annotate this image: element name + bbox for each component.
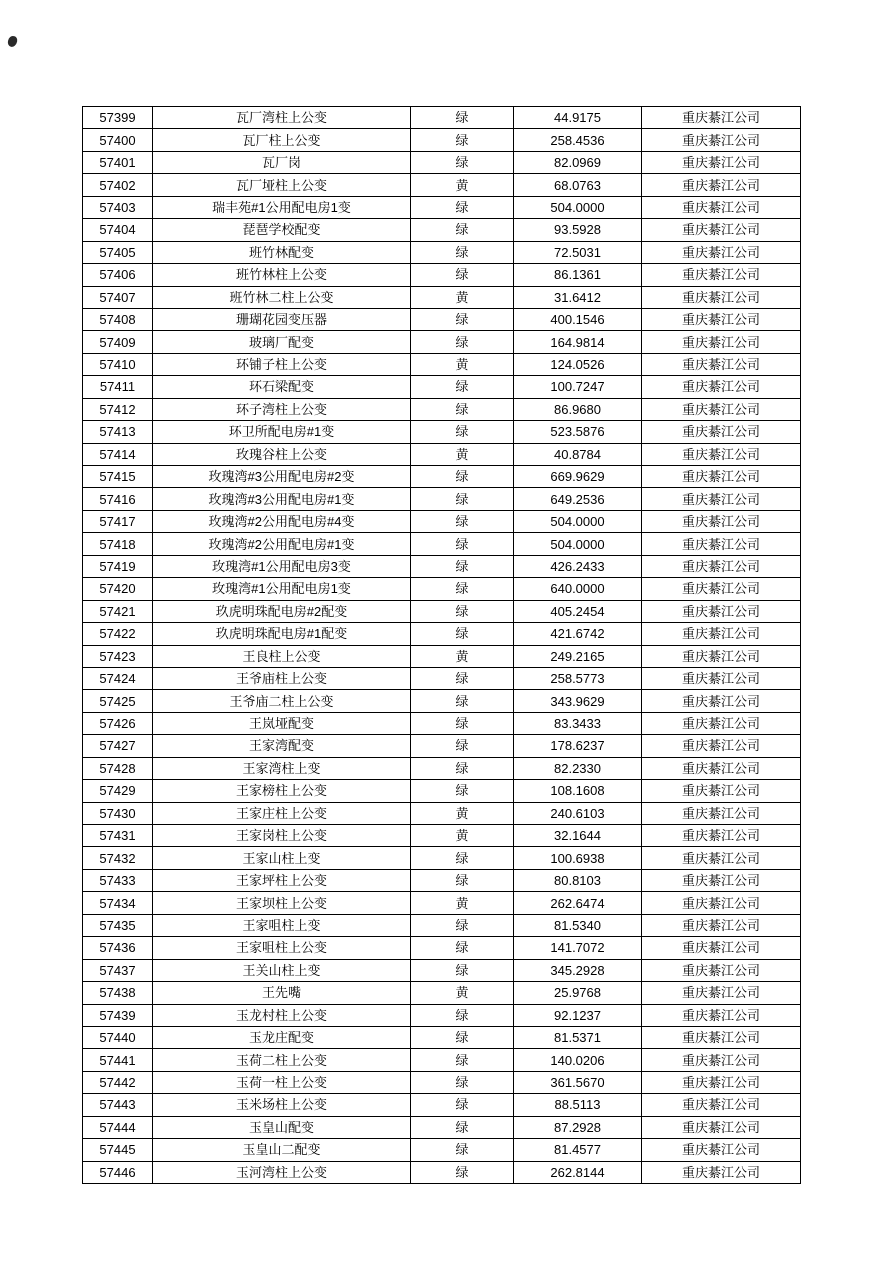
cell-company: 重庆綦江公司 bbox=[642, 982, 801, 1004]
cell-value: 258.5773 bbox=[514, 667, 642, 689]
cell-row-id: 57435 bbox=[83, 914, 153, 936]
cell-status: 绿 bbox=[411, 869, 514, 891]
cell-status: 绿 bbox=[411, 1139, 514, 1161]
table-row bbox=[83, 421, 801, 443]
table-row bbox=[83, 398, 801, 420]
cell-row-id: 57405 bbox=[83, 241, 153, 263]
cell-status: 绿 bbox=[411, 398, 514, 420]
cell-value: 92.1237 bbox=[514, 1004, 642, 1026]
cell-value: 80.8103 bbox=[514, 869, 642, 891]
cell-value: 124.0526 bbox=[514, 353, 642, 375]
cell-status: 绿 bbox=[411, 241, 514, 263]
cell-status: 绿 bbox=[411, 533, 514, 555]
cell-company: 重庆綦江公司 bbox=[642, 1049, 801, 1071]
cell-row-id: 57421 bbox=[83, 600, 153, 622]
cell-status: 绿 bbox=[411, 1094, 514, 1116]
cell-company: 重庆綦江公司 bbox=[642, 331, 801, 353]
cell-company: 重庆綦江公司 bbox=[642, 757, 801, 779]
cell-station-name: 王家坝柱上公变 bbox=[153, 892, 411, 914]
cell-company: 重庆綦江公司 bbox=[642, 1026, 801, 1048]
cell-station-name: 瓦厂柱上公变 bbox=[153, 129, 411, 151]
table-row bbox=[83, 1094, 801, 1116]
table-row bbox=[83, 1161, 801, 1183]
cell-station-name: 王家岗柱上公变 bbox=[153, 825, 411, 847]
cell-station-name: 琵琶学校配变 bbox=[153, 219, 411, 241]
cell-row-id: 57442 bbox=[83, 1071, 153, 1093]
cell-value: 523.5876 bbox=[514, 421, 642, 443]
cell-row-id: 57440 bbox=[83, 1026, 153, 1048]
cell-row-id: 57411 bbox=[83, 376, 153, 398]
cell-company: 重庆綦江公司 bbox=[642, 1161, 801, 1183]
cell-value: 100.7247 bbox=[514, 376, 642, 398]
cell-status: 绿 bbox=[411, 712, 514, 734]
cell-value: 72.5031 bbox=[514, 241, 642, 263]
cell-value: 240.6103 bbox=[514, 802, 642, 824]
table-row bbox=[83, 914, 801, 936]
cell-station-name: 玖虎明珠配电房#2配变 bbox=[153, 600, 411, 622]
cell-value: 81.4577 bbox=[514, 1139, 642, 1161]
cell-status: 绿 bbox=[411, 264, 514, 286]
cell-company: 重庆綦江公司 bbox=[642, 892, 801, 914]
cell-company: 重庆綦江公司 bbox=[642, 151, 801, 173]
cell-status: 绿 bbox=[411, 555, 514, 577]
table-row bbox=[83, 982, 801, 1004]
table-row bbox=[83, 555, 801, 577]
cell-row-id: 57428 bbox=[83, 757, 153, 779]
cell-station-name: 王家坪柱上公变 bbox=[153, 869, 411, 891]
cell-value: 25.9768 bbox=[514, 982, 642, 1004]
cell-row-id: 57423 bbox=[83, 645, 153, 667]
cell-value: 400.1546 bbox=[514, 308, 642, 330]
cell-company: 重庆綦江公司 bbox=[642, 555, 801, 577]
table-row bbox=[83, 757, 801, 779]
cell-row-id: 57427 bbox=[83, 735, 153, 757]
cell-company: 重庆綦江公司 bbox=[642, 667, 801, 689]
cell-row-id: 57422 bbox=[83, 623, 153, 645]
cell-company: 重庆綦江公司 bbox=[642, 937, 801, 959]
table-row bbox=[83, 107, 801, 129]
table-row bbox=[83, 510, 801, 532]
table-row bbox=[83, 623, 801, 645]
cell-value: 81.5340 bbox=[514, 914, 642, 936]
table-row bbox=[83, 645, 801, 667]
cell-row-id: 57413 bbox=[83, 421, 153, 443]
cell-value: 141.7072 bbox=[514, 937, 642, 959]
table-row bbox=[83, 331, 801, 353]
table-row bbox=[83, 488, 801, 510]
table-row bbox=[83, 712, 801, 734]
cell-company: 重庆綦江公司 bbox=[642, 825, 801, 847]
cell-company: 重庆綦江公司 bbox=[642, 353, 801, 375]
cell-value: 669.9629 bbox=[514, 466, 642, 488]
cell-value: 421.6742 bbox=[514, 623, 642, 645]
cell-company: 重庆綦江公司 bbox=[642, 1004, 801, 1026]
cell-station-name: 环卫所配电房#1变 bbox=[153, 421, 411, 443]
cell-value: 164.9814 bbox=[514, 331, 642, 353]
table-row bbox=[83, 443, 801, 465]
cell-row-id: 57409 bbox=[83, 331, 153, 353]
cell-value: 343.9629 bbox=[514, 690, 642, 712]
cell-status: 绿 bbox=[411, 1026, 514, 1048]
cell-company: 重庆綦江公司 bbox=[642, 107, 801, 129]
cell-row-id: 57412 bbox=[83, 398, 153, 420]
cell-company: 重庆綦江公司 bbox=[642, 780, 801, 802]
cell-row-id: 57434 bbox=[83, 892, 153, 914]
cell-status: 黄 bbox=[411, 982, 514, 1004]
table-row bbox=[83, 129, 801, 151]
table-row bbox=[83, 869, 801, 891]
cell-status: 黄 bbox=[411, 443, 514, 465]
cell-row-id: 57417 bbox=[83, 510, 153, 532]
cell-status: 绿 bbox=[411, 667, 514, 689]
table-row bbox=[83, 600, 801, 622]
cell-station-name: 玉荷二柱上公变 bbox=[153, 1049, 411, 1071]
cell-status: 绿 bbox=[411, 376, 514, 398]
cell-row-id: 57437 bbox=[83, 959, 153, 981]
cell-row-id: 57446 bbox=[83, 1161, 153, 1183]
cell-row-id: 57433 bbox=[83, 869, 153, 891]
cell-row-id: 57403 bbox=[83, 196, 153, 218]
table-row bbox=[83, 825, 801, 847]
cell-row-id: 57418 bbox=[83, 533, 153, 555]
cell-value: 140.0206 bbox=[514, 1049, 642, 1071]
table-row bbox=[83, 1139, 801, 1161]
cell-value: 262.8144 bbox=[514, 1161, 642, 1183]
cell-station-name: 珊瑚花园变压器 bbox=[153, 308, 411, 330]
cell-row-id: 57404 bbox=[83, 219, 153, 241]
cell-row-id: 57425 bbox=[83, 690, 153, 712]
cell-value: 249.2165 bbox=[514, 645, 642, 667]
cell-company: 重庆綦江公司 bbox=[642, 712, 801, 734]
cell-station-name: 王家咀柱上公变 bbox=[153, 937, 411, 959]
cell-value: 178.6237 bbox=[514, 735, 642, 757]
cell-status: 绿 bbox=[411, 959, 514, 981]
transformer-data-table bbox=[82, 106, 801, 1184]
table-row bbox=[83, 533, 801, 555]
cell-station-name: 玖虎明珠配电房#1配变 bbox=[153, 623, 411, 645]
cell-station-name: 玉龙庄配变 bbox=[153, 1026, 411, 1048]
cell-company: 重庆綦江公司 bbox=[642, 959, 801, 981]
cell-station-name: 玉米场柱上公变 bbox=[153, 1094, 411, 1116]
cell-row-id: 57410 bbox=[83, 353, 153, 375]
cell-company: 重庆綦江公司 bbox=[642, 578, 801, 600]
cell-station-name: 王良柱上公变 bbox=[153, 645, 411, 667]
cell-value: 345.2928 bbox=[514, 959, 642, 981]
cell-station-name: 玫瑰湾#1公用配电房3变 bbox=[153, 555, 411, 577]
cell-station-name: 王爷庙二柱上公变 bbox=[153, 690, 411, 712]
cell-row-id: 57402 bbox=[83, 174, 153, 196]
cell-company: 重庆綦江公司 bbox=[642, 488, 801, 510]
cell-company: 重庆綦江公司 bbox=[642, 600, 801, 622]
cell-status: 绿 bbox=[411, 331, 514, 353]
cell-value: 258.4536 bbox=[514, 129, 642, 151]
cell-company: 重庆綦江公司 bbox=[642, 219, 801, 241]
cell-company: 重庆綦江公司 bbox=[642, 533, 801, 555]
cell-status: 绿 bbox=[411, 466, 514, 488]
cell-station-name: 王家榜柱上公变 bbox=[153, 780, 411, 802]
cell-status: 绿 bbox=[411, 1071, 514, 1093]
cell-value: 83.3433 bbox=[514, 712, 642, 734]
table-row bbox=[83, 892, 801, 914]
cell-row-id: 57439 bbox=[83, 1004, 153, 1026]
cell-row-id: 57438 bbox=[83, 982, 153, 1004]
table-row bbox=[83, 959, 801, 981]
table-row bbox=[83, 690, 801, 712]
cell-value: 108.1608 bbox=[514, 780, 642, 802]
cell-station-name: 玫瑰湾#3公用配电房#2变 bbox=[153, 466, 411, 488]
cell-value: 504.0000 bbox=[514, 533, 642, 555]
cell-status: 绿 bbox=[411, 421, 514, 443]
cell-station-name: 玻璃厂配变 bbox=[153, 331, 411, 353]
cell-company: 重庆綦江公司 bbox=[642, 196, 801, 218]
table-row bbox=[83, 308, 801, 330]
cell-value: 44.9175 bbox=[514, 107, 642, 129]
cell-station-name: 玫瑰湾#3公用配电房#1变 bbox=[153, 488, 411, 510]
cell-station-name: 环子湾柱上公变 bbox=[153, 398, 411, 420]
cell-value: 81.5371 bbox=[514, 1026, 642, 1048]
table-row bbox=[83, 466, 801, 488]
cell-value: 68.0763 bbox=[514, 174, 642, 196]
cell-station-name: 玫瑰湾#1公用配电房1变 bbox=[153, 578, 411, 600]
cell-company: 重庆綦江公司 bbox=[642, 1116, 801, 1138]
scan-artifact bbox=[7, 35, 18, 48]
cell-value: 405.2454 bbox=[514, 600, 642, 622]
table-row bbox=[83, 1004, 801, 1026]
cell-station-name: 王先嘴 bbox=[153, 982, 411, 1004]
cell-company: 重庆綦江公司 bbox=[642, 645, 801, 667]
cell-station-name: 王岚垭配变 bbox=[153, 712, 411, 734]
cell-company: 重庆綦江公司 bbox=[642, 869, 801, 891]
cell-value: 649.2536 bbox=[514, 488, 642, 510]
cell-value: 86.9680 bbox=[514, 398, 642, 420]
table-row bbox=[83, 667, 801, 689]
cell-row-id: 57424 bbox=[83, 667, 153, 689]
cell-station-name: 王关山柱上变 bbox=[153, 959, 411, 981]
cell-company: 重庆綦江公司 bbox=[642, 174, 801, 196]
cell-row-id: 57431 bbox=[83, 825, 153, 847]
cell-row-id: 57407 bbox=[83, 286, 153, 308]
cell-row-id: 57436 bbox=[83, 937, 153, 959]
cell-status: 绿 bbox=[411, 488, 514, 510]
cell-company: 重庆綦江公司 bbox=[642, 398, 801, 420]
cell-status: 黄 bbox=[411, 645, 514, 667]
cell-row-id: 57426 bbox=[83, 712, 153, 734]
cell-row-id: 57401 bbox=[83, 151, 153, 173]
cell-value: 361.5670 bbox=[514, 1071, 642, 1093]
cell-status: 绿 bbox=[411, 757, 514, 779]
cell-status: 绿 bbox=[411, 914, 514, 936]
cell-value: 31.6412 bbox=[514, 286, 642, 308]
cell-value: 504.0000 bbox=[514, 196, 642, 218]
cell-status: 绿 bbox=[411, 623, 514, 645]
table-row bbox=[83, 802, 801, 824]
cell-status: 绿 bbox=[411, 1116, 514, 1138]
cell-station-name: 玉荷一柱上公变 bbox=[153, 1071, 411, 1093]
cell-station-name: 瓦厂岗 bbox=[153, 151, 411, 173]
cell-station-name: 环石梁配变 bbox=[153, 376, 411, 398]
cell-station-name: 玉皇山配变 bbox=[153, 1116, 411, 1138]
cell-company: 重庆綦江公司 bbox=[642, 690, 801, 712]
cell-value: 88.5113 bbox=[514, 1094, 642, 1116]
cell-row-id: 57420 bbox=[83, 578, 153, 600]
cell-row-id: 57429 bbox=[83, 780, 153, 802]
cell-company: 重庆綦江公司 bbox=[642, 1094, 801, 1116]
table-row bbox=[83, 174, 801, 196]
cell-company: 重庆綦江公司 bbox=[642, 847, 801, 869]
table-row bbox=[83, 1116, 801, 1138]
cell-status: 黄 bbox=[411, 825, 514, 847]
cell-company: 重庆綦江公司 bbox=[642, 241, 801, 263]
cell-status: 绿 bbox=[411, 219, 514, 241]
cell-row-id: 57441 bbox=[83, 1049, 153, 1071]
cell-status: 绿 bbox=[411, 510, 514, 532]
cell-row-id: 57400 bbox=[83, 129, 153, 151]
cell-company: 重庆綦江公司 bbox=[642, 802, 801, 824]
cell-station-name: 王家山柱上变 bbox=[153, 847, 411, 869]
cell-status: 绿 bbox=[411, 847, 514, 869]
cell-company: 重庆綦江公司 bbox=[642, 510, 801, 532]
table-row bbox=[83, 376, 801, 398]
cell-company: 重庆綦江公司 bbox=[642, 264, 801, 286]
cell-row-id: 57399 bbox=[83, 107, 153, 129]
table-row bbox=[83, 151, 801, 173]
cell-value: 426.2433 bbox=[514, 555, 642, 577]
cell-row-id: 57419 bbox=[83, 555, 153, 577]
cell-row-id: 57432 bbox=[83, 847, 153, 869]
cell-row-id: 57408 bbox=[83, 308, 153, 330]
cell-row-id: 57444 bbox=[83, 1116, 153, 1138]
cell-status: 绿 bbox=[411, 690, 514, 712]
cell-status: 绿 bbox=[411, 129, 514, 151]
cell-station-name: 班竹林二柱上公变 bbox=[153, 286, 411, 308]
cell-station-name: 班竹林配变 bbox=[153, 241, 411, 263]
cell-company: 重庆綦江公司 bbox=[642, 129, 801, 151]
cell-company: 重庆綦江公司 bbox=[642, 308, 801, 330]
cell-value: 32.1644 bbox=[514, 825, 642, 847]
cell-value: 82.2330 bbox=[514, 757, 642, 779]
cell-row-id: 57445 bbox=[83, 1139, 153, 1161]
cell-status: 绿 bbox=[411, 1049, 514, 1071]
cell-status: 绿 bbox=[411, 937, 514, 959]
cell-row-id: 57414 bbox=[83, 443, 153, 465]
table-row bbox=[83, 264, 801, 286]
cell-company: 重庆綦江公司 bbox=[642, 1139, 801, 1161]
cell-company: 重庆綦江公司 bbox=[642, 443, 801, 465]
cell-status: 绿 bbox=[411, 308, 514, 330]
cell-station-name: 王家庄柱上公变 bbox=[153, 802, 411, 824]
table-body bbox=[83, 107, 801, 1184]
cell-company: 重庆綦江公司 bbox=[642, 421, 801, 443]
cell-station-name: 王家咀柱上变 bbox=[153, 914, 411, 936]
cell-company: 重庆綦江公司 bbox=[642, 376, 801, 398]
table-row bbox=[83, 780, 801, 802]
cell-station-name: 玉龙村柱上公变 bbox=[153, 1004, 411, 1026]
cell-station-name: 王家湾柱上变 bbox=[153, 757, 411, 779]
cell-status: 绿 bbox=[411, 1004, 514, 1026]
cell-value: 86.1361 bbox=[514, 264, 642, 286]
table-row bbox=[83, 1049, 801, 1071]
cell-station-name: 王爷庙柱上公变 bbox=[153, 667, 411, 689]
cell-station-name: 瓦厂垭柱上公变 bbox=[153, 174, 411, 196]
cell-station-name: 瑞丰苑#1公用配电房1变 bbox=[153, 196, 411, 218]
cell-status: 绿 bbox=[411, 735, 514, 757]
cell-status: 绿 bbox=[411, 151, 514, 173]
cell-value: 93.5928 bbox=[514, 219, 642, 241]
cell-company: 重庆綦江公司 bbox=[642, 735, 801, 757]
table-row bbox=[83, 286, 801, 308]
cell-value: 82.0969 bbox=[514, 151, 642, 173]
cell-company: 重庆綦江公司 bbox=[642, 466, 801, 488]
cell-status: 黄 bbox=[411, 802, 514, 824]
table-row bbox=[83, 735, 801, 757]
table-row bbox=[83, 937, 801, 959]
cell-company: 重庆綦江公司 bbox=[642, 914, 801, 936]
cell-station-name: 玫瑰湾#2公用配电房#4变 bbox=[153, 510, 411, 532]
cell-status: 黄 bbox=[411, 353, 514, 375]
table-row bbox=[83, 353, 801, 375]
cell-status: 黄 bbox=[411, 174, 514, 196]
cell-status: 黄 bbox=[411, 286, 514, 308]
cell-status: 绿 bbox=[411, 196, 514, 218]
cell-value: 262.6474 bbox=[514, 892, 642, 914]
cell-row-id: 57415 bbox=[83, 466, 153, 488]
table-row bbox=[83, 1071, 801, 1093]
cell-value: 100.6938 bbox=[514, 847, 642, 869]
table-row bbox=[83, 196, 801, 218]
cell-value: 640.0000 bbox=[514, 578, 642, 600]
table-row bbox=[83, 219, 801, 241]
cell-status: 绿 bbox=[411, 1161, 514, 1183]
cell-status: 绿 bbox=[411, 107, 514, 129]
cell-station-name: 玫瑰谷柱上公变 bbox=[153, 443, 411, 465]
cell-value: 87.2928 bbox=[514, 1116, 642, 1138]
table-row bbox=[83, 1026, 801, 1048]
cell-status: 黄 bbox=[411, 892, 514, 914]
cell-value: 40.8784 bbox=[514, 443, 642, 465]
cell-status: 绿 bbox=[411, 578, 514, 600]
cell-status: 绿 bbox=[411, 600, 514, 622]
cell-company: 重庆綦江公司 bbox=[642, 1071, 801, 1093]
cell-station-name: 玫瑰湾#2公用配电房#1变 bbox=[153, 533, 411, 555]
cell-company: 重庆綦江公司 bbox=[642, 286, 801, 308]
cell-station-name: 瓦厂湾柱上公变 bbox=[153, 107, 411, 129]
cell-row-id: 57406 bbox=[83, 264, 153, 286]
cell-row-id: 57443 bbox=[83, 1094, 153, 1116]
cell-row-id: 57430 bbox=[83, 802, 153, 824]
table-row bbox=[83, 847, 801, 869]
cell-status: 绿 bbox=[411, 780, 514, 802]
cell-station-name: 玉河湾柱上公变 bbox=[153, 1161, 411, 1183]
table-row bbox=[83, 578, 801, 600]
table-row bbox=[83, 241, 801, 263]
cell-station-name: 玉皇山二配变 bbox=[153, 1139, 411, 1161]
cell-station-name: 班竹林柱上公变 bbox=[153, 264, 411, 286]
cell-row-id: 57416 bbox=[83, 488, 153, 510]
cell-company: 重庆綦江公司 bbox=[642, 623, 801, 645]
cell-station-name: 环铺子柱上公变 bbox=[153, 353, 411, 375]
cell-value: 504.0000 bbox=[514, 510, 642, 532]
cell-station-name: 王家湾配变 bbox=[153, 735, 411, 757]
